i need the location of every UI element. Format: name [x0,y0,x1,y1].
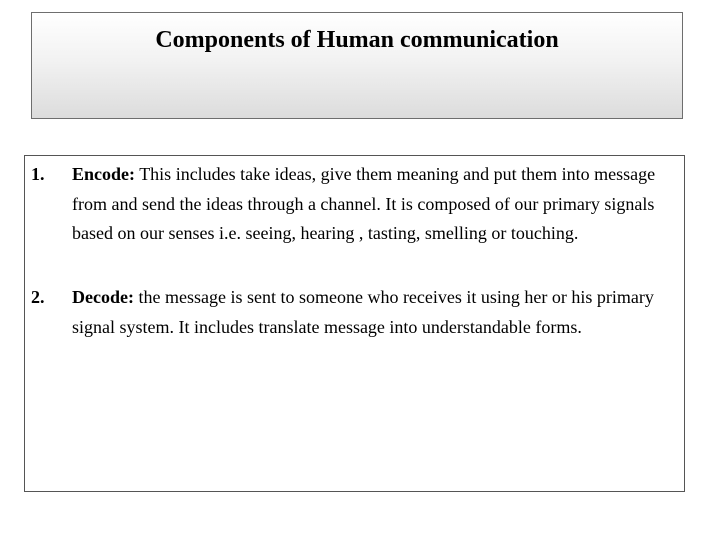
title-banner [31,12,683,119]
item-number: 2. [31,287,45,307]
item-description: This includes take ideas, give them meaning and put them into message from and send the ideas through a channel. It is composed of our primary signals based on our senses i.e. seeing, hearing , tasting, smelling or touching. [72,164,656,243]
item-term: Encode: [72,164,135,184]
content-panel [24,155,685,492]
item-term: Decode: [72,287,134,307]
item-number: 1. [31,164,45,184]
item-description: the message is sent to someone who receives it using her or his primary signal system. It includes translate message into understandable forms. [72,287,654,337]
item-body [72,160,678,249]
page-title: Components of Human communication [155,27,559,53]
item-body [72,283,678,342]
